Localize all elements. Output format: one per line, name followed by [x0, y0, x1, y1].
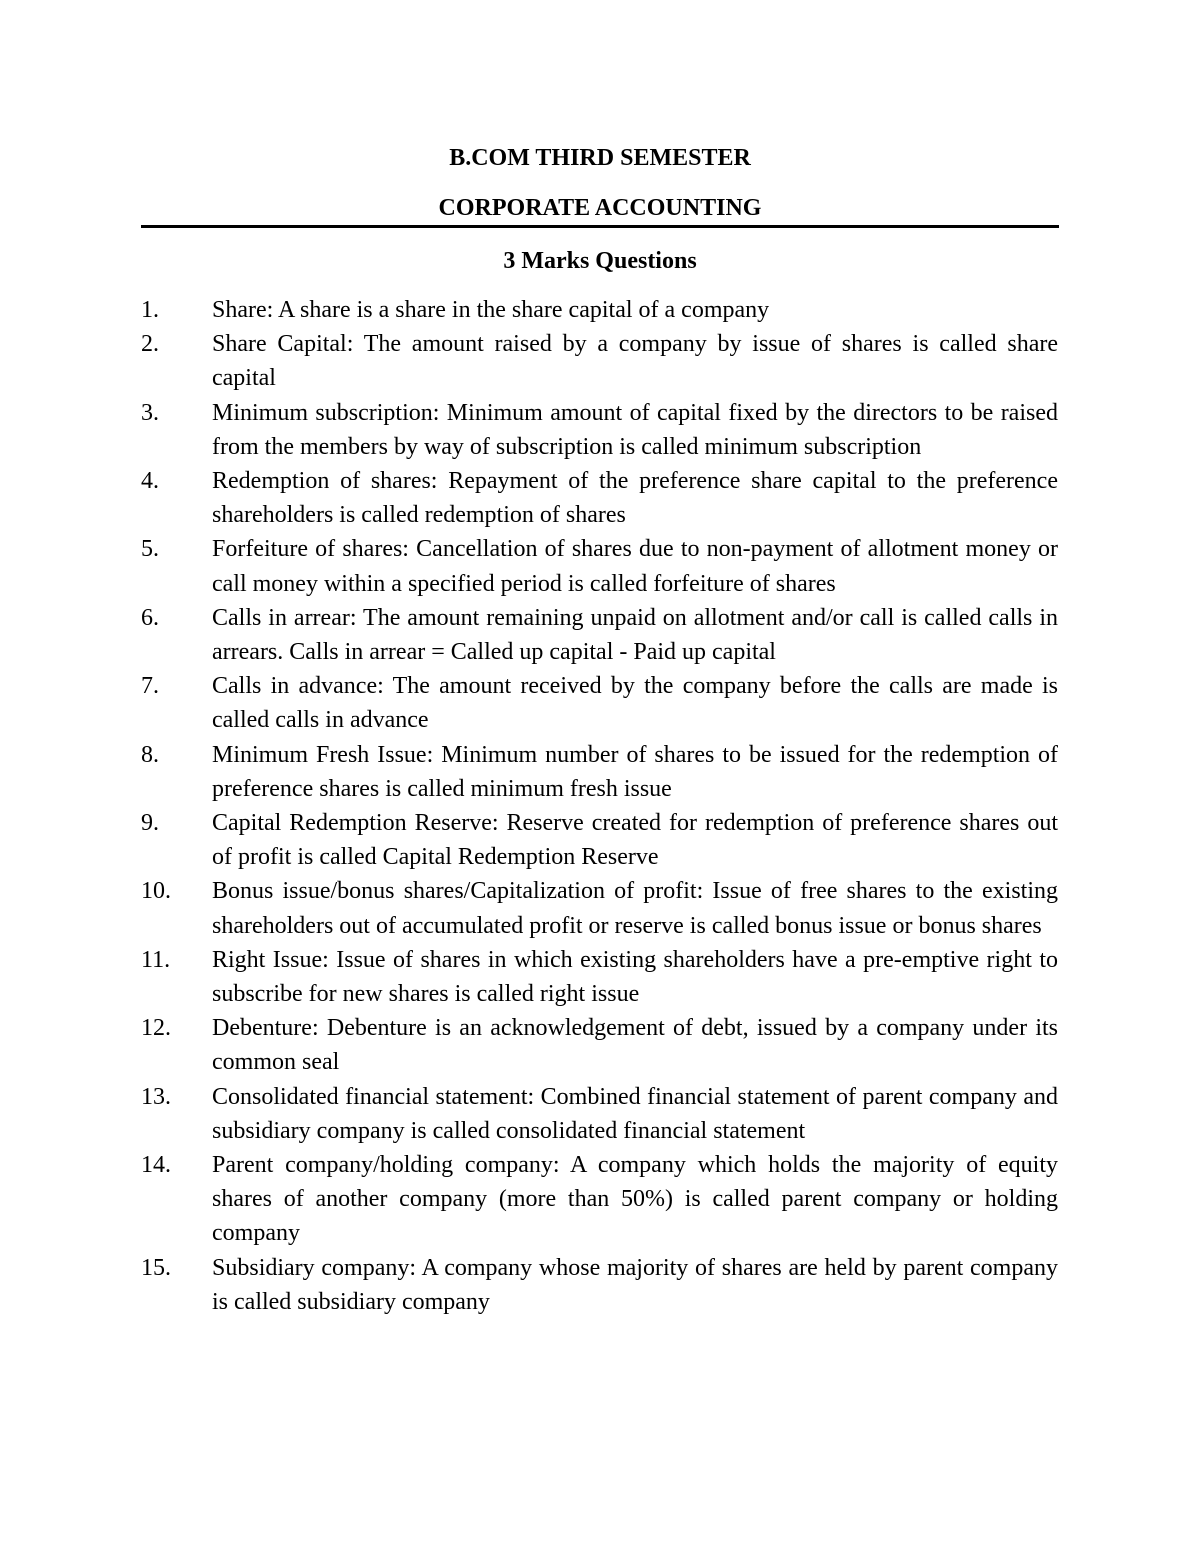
- item-text: Capital Redemption Reserve: Reserve created for redemption of preference shares out of profit is called Capital Redemption Reserve: [212, 810, 1058, 871]
- item-number: 6.: [141, 604, 159, 631]
- section-heading: 3 Marks Questions: [503, 248, 697, 274]
- list-item: [0, 396, 1200, 464]
- item-number: 14.: [141, 1152, 171, 1179]
- item-text: Parent company/holding company: A company which holds the majority of equity shares of another company (more than 50%) is called parent company or holding company: [212, 1152, 1058, 1247]
- item-text: Debenture: Debenture is an acknowledgement of debt, issued by a company under its common seal: [212, 1015, 1058, 1076]
- item-text: Subsidiary company: A company whose majority of shares are held by parent company is called subsidiary company: [212, 1254, 1058, 1315]
- item-number: 8.: [141, 741, 159, 768]
- item-text: Bonus issue/bonus shares/Capitalization of profit: Issue of free shares to the existing shareholders out of accumulated profit or reserve is called bonus issue or bonus shares: [212, 878, 1058, 939]
- item-number: 7.: [141, 673, 159, 700]
- list-item: [0, 1080, 1200, 1148]
- item-number: 13.: [141, 1083, 171, 1110]
- item-number: 2.: [141, 331, 159, 358]
- list-item: [0, 943, 1200, 1011]
- list-item: [0, 738, 1200, 806]
- item-text: Forfeiture of shares: Cancellation of shares due to non-payment of allotment money or call money within a specified period is called forfeiture of shares: [212, 536, 1058, 597]
- item-number: 4.: [141, 468, 159, 495]
- item-number: 9.: [141, 810, 159, 837]
- list-item: [0, 293, 1200, 327]
- item-text: Calls in advance: The amount received by the company before the calls are made is called calls in advance: [212, 673, 1058, 734]
- item-text: Share Capital: The amount raised by a company by issue of shares is called share capital: [212, 331, 1058, 392]
- item-text: Right Issue: Issue of shares in which existing shareholders have a pre-emptive right to subscribe for new shares is called right issue: [212, 946, 1058, 1008]
- item-text: Share: A share is a share in the share capital of a company: [212, 297, 770, 323]
- list-item: [0, 874, 1200, 942]
- item-text: Consolidated financial statement: Combined financial statement of parent company and subsidiary company is called consolidated financial statement: [212, 1083, 1058, 1144]
- item-number: 15.: [141, 1254, 171, 1281]
- item-number: 12.: [141, 1015, 171, 1042]
- document-title: B.COM THIRD SEMESTER: [449, 145, 751, 171]
- item-number: 5.: [141, 536, 159, 563]
- title-divider: [141, 225, 1059, 228]
- item-text: Minimum subscription: Minimum amount of capital fixed by the directors to be raised from the members by way of subscription is called minimum subscription: [212, 399, 1058, 460]
- list-item: [0, 1011, 1200, 1079]
- list-item: [0, 1251, 1200, 1319]
- item-number: 11.: [141, 946, 171, 973]
- item-number: 3.: [141, 399, 159, 426]
- item-text: Redemption of shares: Repayment of the preference share capital to the preference shareholders is called redemption of shares: [212, 468, 1058, 529]
- list-item: [0, 532, 1200, 600]
- questions-list: [0, 293, 1200, 1319]
- item-text: Calls in arrear: The amount remaining unpaid on allotment and/or call is called calls in arrears. Calls in arrear = Called up capital - Paid up capital: [212, 604, 1058, 666]
- list-item: [0, 464, 1200, 532]
- list-item: [0, 806, 1200, 874]
- list-item: [0, 1148, 1200, 1251]
- list-item: [0, 601, 1200, 669]
- list-item: [0, 669, 1200, 737]
- list-item: [0, 327, 1200, 395]
- item-number: 1.: [141, 297, 159, 323]
- document-subtitle: CORPORATE ACCOUNTING: [438, 195, 762, 221]
- item-number: 10.: [141, 878, 171, 905]
- item-text: Minimum Fresh Issue: Minimum number of shares to be issued for the redemption of preference shares is called minimum fresh issue: [212, 741, 1058, 802]
